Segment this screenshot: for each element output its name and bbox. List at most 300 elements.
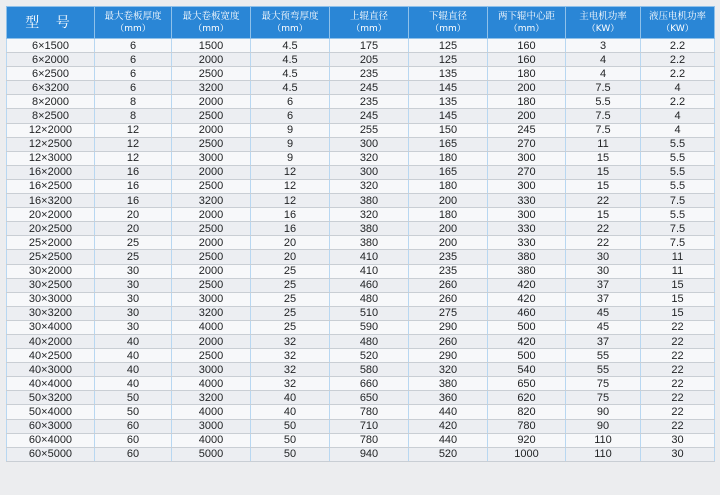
table-cell: 180 <box>409 208 488 222</box>
column-header-label: 最大预弯厚度 <box>261 10 319 22</box>
table-cell: 16 <box>95 165 172 179</box>
table-cell: 410 <box>330 250 409 264</box>
model-cell: 60×5000 <box>7 447 95 461</box>
table-cell: 520 <box>330 349 409 363</box>
column-header <box>641 7 715 39</box>
table-cell: 160 <box>488 53 566 67</box>
table-cell: 300 <box>330 165 409 179</box>
table-cell: 135 <box>409 95 488 109</box>
table-cell: 25 <box>251 306 330 320</box>
table-cell: 235 <box>409 250 488 264</box>
table-cell: 2.2 <box>641 39 715 53</box>
table-cell: 205 <box>330 53 409 67</box>
table-row <box>7 405 715 419</box>
table-row <box>7 349 715 363</box>
table-row <box>7 363 715 377</box>
table-cell: 30 <box>95 320 172 334</box>
table-cell: 4.5 <box>251 39 330 53</box>
table-cell: 320 <box>330 208 409 222</box>
table-cell: 60 <box>95 447 172 461</box>
column-header <box>566 7 641 39</box>
table-cell: 12 <box>95 151 172 165</box>
table-cell: 590 <box>330 320 409 334</box>
table-cell: 15 <box>641 278 715 292</box>
table-cell: 3200 <box>172 391 251 405</box>
column-header-unit: （KW） <box>661 23 694 34</box>
table-cell: 22 <box>566 194 641 208</box>
table-cell: 16 <box>95 194 172 208</box>
column-header <box>409 7 488 39</box>
table-cell: 2.2 <box>641 95 715 109</box>
column-header-label: 上辊直径 <box>349 10 388 22</box>
table-cell: 920 <box>488 433 566 447</box>
table-cell: 7.5 <box>566 123 641 137</box>
table-cell: 540 <box>488 363 566 377</box>
table-cell: 6 <box>95 53 172 67</box>
table-cell: 8 <box>95 109 172 123</box>
table-cell: 275 <box>409 306 488 320</box>
table-row <box>7 95 715 109</box>
table-cell: 710 <box>330 419 409 433</box>
table-cell: 200 <box>409 222 488 236</box>
table-row <box>7 151 715 165</box>
table-cell: 6 <box>251 109 330 123</box>
table-cell: 180 <box>409 151 488 165</box>
model-cell: 40×2000 <box>7 334 95 348</box>
table-cell: 30 <box>95 306 172 320</box>
table-cell: 20 <box>95 222 172 236</box>
table-cell: 20 <box>251 236 330 250</box>
table-cell: 360 <box>409 391 488 405</box>
table-cell: 32 <box>251 334 330 348</box>
table-cell: 2500 <box>172 250 251 264</box>
table-cell: 90 <box>566 419 641 433</box>
table-cell: 5000 <box>172 447 251 461</box>
table-row <box>7 179 715 193</box>
table-cell: 4 <box>566 67 641 81</box>
table-cell: 2000 <box>172 208 251 222</box>
table-cell: 16 <box>251 208 330 222</box>
table-cell: 15 <box>566 179 641 193</box>
table-cell: 7.5 <box>641 194 715 208</box>
model-cell: 50×4000 <box>7 405 95 419</box>
table-cell: 30 <box>566 264 641 278</box>
model-cell: 40×3000 <box>7 363 95 377</box>
table-cell: 15 <box>566 165 641 179</box>
table-cell: 660 <box>330 377 409 391</box>
table-cell: 2500 <box>172 349 251 363</box>
table-cell: 12 <box>251 165 330 179</box>
table-cell: 380 <box>488 250 566 264</box>
table-cell: 6 <box>95 81 172 95</box>
table-cell: 60 <box>95 433 172 447</box>
table-cell: 22 <box>641 349 715 363</box>
table-cell: 40 <box>251 391 330 405</box>
table-cell: 780 <box>330 405 409 419</box>
table-cell: 30 <box>95 264 172 278</box>
model-cell: 30×3200 <box>7 306 95 320</box>
column-header-unit: （mm） <box>508 23 545 34</box>
table-cell: 2000 <box>172 236 251 250</box>
table-cell: 15 <box>641 306 715 320</box>
table-row <box>7 320 715 334</box>
table-row <box>7 433 715 447</box>
table-row <box>7 194 715 208</box>
table-cell: 9 <box>251 151 330 165</box>
model-cell: 60×3000 <box>7 419 95 433</box>
table-row <box>7 53 715 67</box>
table-cell: 40 <box>251 405 330 419</box>
table-row <box>7 334 715 348</box>
table-cell: 270 <box>488 137 566 151</box>
table-cell: 480 <box>330 334 409 348</box>
table-cell: 1000 <box>488 447 566 461</box>
table-cell: 235 <box>409 264 488 278</box>
table-cell: 150 <box>409 123 488 137</box>
table-cell: 22 <box>641 405 715 419</box>
table-cell: 300 <box>488 179 566 193</box>
table-cell: 4.5 <box>251 53 330 67</box>
model-cell: 25×2000 <box>7 236 95 250</box>
table-cell: 75 <box>566 377 641 391</box>
table-cell: 235 <box>330 95 409 109</box>
table-cell: 7.5 <box>566 109 641 123</box>
table-cell: 6 <box>95 39 172 53</box>
table-cell: 25 <box>95 236 172 250</box>
table-cell: 3000 <box>172 363 251 377</box>
table-cell: 3200 <box>172 81 251 95</box>
table-cell: 200 <box>409 194 488 208</box>
table-cell: 40 <box>95 377 172 391</box>
table-row <box>7 222 715 236</box>
column-header-label: 最大卷板厚度 <box>104 10 162 22</box>
table-row <box>7 109 715 123</box>
table-cell: 9 <box>251 137 330 151</box>
table-cell: 330 <box>488 194 566 208</box>
table-cell: 40 <box>95 363 172 377</box>
table-cell: 650 <box>488 377 566 391</box>
table-cell: 260 <box>409 292 488 306</box>
table-cell: 2500 <box>172 179 251 193</box>
spec-table <box>6 6 715 462</box>
table-cell: 11 <box>566 137 641 151</box>
table-cell: 32 <box>251 377 330 391</box>
table-cell: 12 <box>95 123 172 137</box>
table-cell: 6 <box>95 67 172 81</box>
table-cell: 2000 <box>172 264 251 278</box>
table-cell: 50 <box>251 447 330 461</box>
table-row <box>7 419 715 433</box>
table-cell: 20 <box>95 208 172 222</box>
table-cell: 380 <box>330 194 409 208</box>
table-cell: 12 <box>95 137 172 151</box>
table-cell: 1500 <box>172 39 251 53</box>
table-cell: 260 <box>409 334 488 348</box>
table-cell: 165 <box>409 165 488 179</box>
table-cell: 200 <box>488 81 566 95</box>
table-cell: 260 <box>409 278 488 292</box>
table-cell: 90 <box>566 405 641 419</box>
table-cell: 145 <box>409 109 488 123</box>
table-row <box>7 236 715 250</box>
table-cell: 15 <box>566 208 641 222</box>
column-header <box>172 7 251 39</box>
model-cell: 60×4000 <box>7 433 95 447</box>
table-cell: 780 <box>330 433 409 447</box>
table-cell: 320 <box>330 151 409 165</box>
model-cell: 40×4000 <box>7 377 95 391</box>
model-cell: 16×3200 <box>7 194 95 208</box>
column-header-unit: （mm） <box>272 23 308 34</box>
table-cell: 50 <box>95 405 172 419</box>
table-cell: 40 <box>95 349 172 363</box>
table-cell: 4 <box>566 53 641 67</box>
table-cell: 37 <box>566 292 641 306</box>
table-cell: 8 <box>95 95 172 109</box>
table-cell: 440 <box>409 433 488 447</box>
column-header-unit: （mm） <box>351 23 387 34</box>
table-cell: 440 <box>409 405 488 419</box>
table-cell: 245 <box>330 81 409 95</box>
table-cell: 37 <box>566 334 641 348</box>
table-cell: 255 <box>330 123 409 137</box>
table-cell: 22 <box>566 236 641 250</box>
table-cell: 380 <box>488 264 566 278</box>
table-cell: 460 <box>488 306 566 320</box>
table-cell: 620 <box>488 391 566 405</box>
table-cell: 2.2 <box>641 67 715 81</box>
table-row <box>7 264 715 278</box>
table-row <box>7 377 715 391</box>
table-cell: 30 <box>95 278 172 292</box>
column-header-label: 液压电机功率 <box>648 10 706 22</box>
table-cell: 30 <box>566 250 641 264</box>
table-cell: 25 <box>251 264 330 278</box>
table-cell: 4000 <box>172 377 251 391</box>
table-cell: 4000 <box>172 405 251 419</box>
column-header-label: 两下辊中心距 <box>497 10 555 22</box>
table-cell: 380 <box>330 236 409 250</box>
table-cell: 165 <box>409 137 488 151</box>
table-cell: 110 <box>566 447 641 461</box>
table-cell: 25 <box>95 250 172 264</box>
column-header <box>251 7 330 39</box>
table-cell: 5.5 <box>641 151 715 165</box>
table-cell: 9 <box>251 123 330 137</box>
table-cell: 75 <box>566 391 641 405</box>
table-row <box>7 208 715 222</box>
table-cell: 20 <box>251 250 330 264</box>
model-cell: 12×2500 <box>7 137 95 151</box>
table-body <box>7 39 715 462</box>
table-cell: 5.5 <box>641 179 715 193</box>
table-cell: 2000 <box>172 123 251 137</box>
model-cell: 20×2500 <box>7 222 95 236</box>
column-header-unit: （mm） <box>115 23 151 34</box>
table-cell: 32 <box>251 363 330 377</box>
table-cell: 50 <box>251 433 330 447</box>
table-row <box>7 39 715 53</box>
table-cell: 500 <box>488 320 566 334</box>
table-cell: 175 <box>330 39 409 53</box>
table-cell: 380 <box>409 377 488 391</box>
table-cell: 40 <box>95 334 172 348</box>
column-header-unit: （KW） <box>586 23 620 34</box>
column-header-label: 最大卷板宽度 <box>182 10 240 22</box>
model-cell: 16×2500 <box>7 179 95 193</box>
table-cell: 11 <box>641 250 715 264</box>
table-cell: 25 <box>251 278 330 292</box>
table-cell: 4 <box>641 123 715 137</box>
table-cell: 290 <box>409 349 488 363</box>
table-cell: 650 <box>330 391 409 405</box>
table-cell: 22 <box>641 419 715 433</box>
table-cell: 3200 <box>172 306 251 320</box>
table-cell: 200 <box>409 236 488 250</box>
table-cell: 22 <box>641 320 715 334</box>
column-header <box>95 7 172 39</box>
table-cell: 60 <box>95 419 172 433</box>
table-row <box>7 447 715 461</box>
table-cell: 300 <box>488 208 566 222</box>
model-cell: 40×2500 <box>7 349 95 363</box>
model-cell: 6×2000 <box>7 53 95 67</box>
table-cell: 180 <box>488 95 566 109</box>
table-cell: 30 <box>641 433 715 447</box>
table-cell: 2500 <box>172 137 251 151</box>
table-row <box>7 306 715 320</box>
model-cell: 25×2500 <box>7 250 95 264</box>
table-row <box>7 67 715 81</box>
table-cell: 3000 <box>172 419 251 433</box>
table-cell: 135 <box>409 67 488 81</box>
table-cell: 37 <box>566 278 641 292</box>
table-cell: 290 <box>409 320 488 334</box>
table-cell: 480 <box>330 292 409 306</box>
table-row <box>7 278 715 292</box>
table-cell: 15 <box>566 151 641 165</box>
model-cell: 12×3000 <box>7 151 95 165</box>
table-row <box>7 81 715 95</box>
table-cell: 460 <box>330 278 409 292</box>
model-cell: 30×2500 <box>7 278 95 292</box>
model-cell: 30×3000 <box>7 292 95 306</box>
table-cell: 2000 <box>172 95 251 109</box>
table-cell: 3 <box>566 39 641 53</box>
table-cell: 780 <box>488 419 566 433</box>
table-cell: 300 <box>488 151 566 165</box>
table-cell: 5.5 <box>566 95 641 109</box>
table-cell: 16 <box>251 222 330 236</box>
model-cell: 6×3200 <box>7 81 95 95</box>
table-row <box>7 123 715 137</box>
table-cell: 15 <box>641 292 715 306</box>
table-cell: 420 <box>488 278 566 292</box>
table-cell: 22 <box>641 391 715 405</box>
table-cell: 330 <box>488 222 566 236</box>
table-cell: 45 <box>566 306 641 320</box>
table-cell: 22 <box>641 334 715 348</box>
table-cell: 7.5 <box>566 81 641 95</box>
column-header-unit: （mm） <box>193 23 229 34</box>
table-cell: 160 <box>488 39 566 53</box>
table-cell: 420 <box>409 419 488 433</box>
table-row <box>7 292 715 306</box>
table-cell: 2000 <box>172 53 251 67</box>
table-cell: 235 <box>330 67 409 81</box>
table-cell: 270 <box>488 165 566 179</box>
model-cell: 6×1500 <box>7 39 95 53</box>
model-cell: 30×2000 <box>7 264 95 278</box>
table-cell: 5.5 <box>641 165 715 179</box>
column-header-model <box>7 7 95 39</box>
table-cell: 4 <box>641 109 715 123</box>
column-header <box>488 7 566 39</box>
model-cell: 8×2500 <box>7 109 95 123</box>
table-cell: 145 <box>409 81 488 95</box>
table-cell: 30 <box>641 447 715 461</box>
table-cell: 4 <box>641 81 715 95</box>
column-header-label: 主电机功率 <box>579 10 627 22</box>
table-cell: 22 <box>641 363 715 377</box>
column-header-label: 型 号 <box>25 14 76 31</box>
table-cell: 25 <box>251 320 330 334</box>
table-cell: 125 <box>409 39 488 53</box>
table-cell: 3000 <box>172 292 251 306</box>
table-cell: 2500 <box>172 222 251 236</box>
model-cell: 16×2000 <box>7 165 95 179</box>
table-cell: 4000 <box>172 320 251 334</box>
table-cell: 5.5 <box>641 208 715 222</box>
table-cell: 500 <box>488 349 566 363</box>
table-cell: 12 <box>251 194 330 208</box>
table-cell: 320 <box>330 179 409 193</box>
model-cell: 50×3200 <box>7 391 95 405</box>
table-cell: 180 <box>488 67 566 81</box>
table-cell: 6 <box>251 95 330 109</box>
table-cell: 45 <box>566 320 641 334</box>
table-cell: 50 <box>251 419 330 433</box>
header-row <box>7 7 715 39</box>
table-cell: 420 <box>488 334 566 348</box>
table-cell: 55 <box>566 363 641 377</box>
column-header-unit: （mm） <box>430 23 466 34</box>
table-cell: 50 <box>95 391 172 405</box>
model-cell: 6×2500 <box>7 67 95 81</box>
table-cell: 4000 <box>172 433 251 447</box>
table-cell: 2000 <box>172 165 251 179</box>
table-cell: 12 <box>251 179 330 193</box>
column-header-label: 下辊直径 <box>428 10 467 22</box>
table-cell: 4.5 <box>251 67 330 81</box>
table-cell: 245 <box>330 109 409 123</box>
table-cell: 2500 <box>172 278 251 292</box>
table-cell: 320 <box>409 363 488 377</box>
table-cell: 2500 <box>172 67 251 81</box>
column-header <box>330 7 409 39</box>
table-cell: 11 <box>641 264 715 278</box>
table-cell: 200 <box>488 109 566 123</box>
table-cell: 2500 <box>172 109 251 123</box>
table-cell: 410 <box>330 264 409 278</box>
table-row <box>7 137 715 151</box>
table-cell: 300 <box>330 137 409 151</box>
table-cell: 2000 <box>172 334 251 348</box>
table-row <box>7 250 715 264</box>
table-row <box>7 391 715 405</box>
table-cell: 22 <box>641 377 715 391</box>
table-cell: 245 <box>488 123 566 137</box>
